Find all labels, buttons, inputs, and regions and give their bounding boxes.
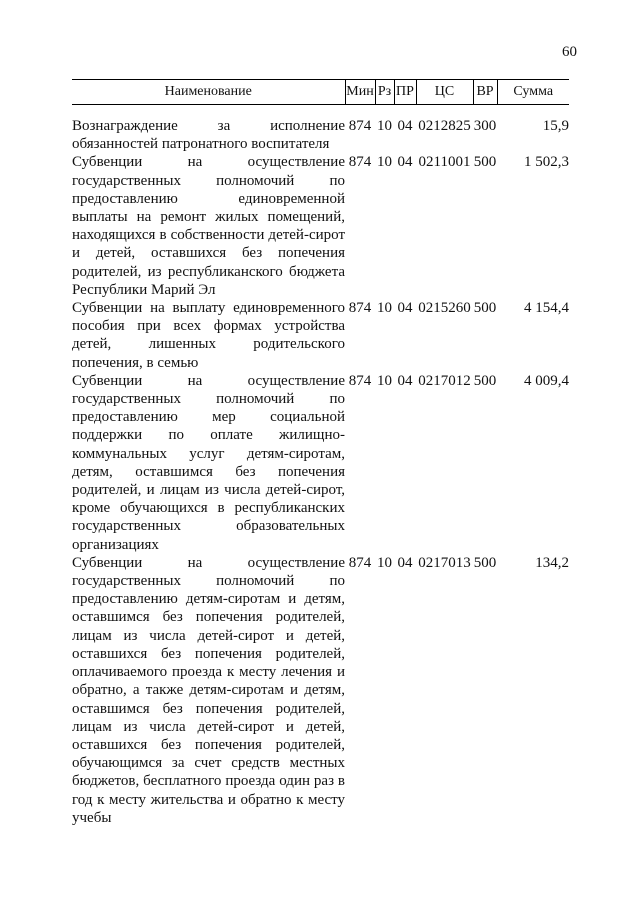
table-header-row	[72, 80, 569, 105]
row-name: Субвенции на осуществление государственных полномочий по предоставлению мер социальной поддержки по оплате жилищно-коммунальных услуг детям-сиротам, детям, оставшимся без попечения родителей, и лицам из числа детей-сирот, кроме обучающихся в республиканских государственных образовательных организациях	[72, 372, 345, 553]
header-name: Наименование	[72, 80, 345, 105]
row-cs: 0217012	[418, 372, 471, 389]
row-cs: 0217013	[418, 554, 471, 571]
row-vr: 500	[473, 554, 497, 571]
header-sum: Сумма	[497, 80, 569, 105]
row-name: Субвенции на выплату единовременного пособия при всех формах устройства детей, лишенных родительского попечения, в семью	[72, 300, 345, 371]
table-row	[72, 372, 569, 554]
row-vr: 500	[473, 154, 497, 171]
row-sum: 134,2	[535, 554, 569, 571]
page-number: 60	[562, 44, 577, 60]
row-pr: 04	[397, 554, 413, 571]
row-rz: 10	[377, 554, 392, 571]
row-min: 874	[348, 554, 372, 571]
row-cs: 0215260	[418, 300, 471, 317]
row-min: 874	[348, 372, 372, 389]
row-cs: 0211001	[418, 154, 471, 171]
row-rz: 10	[377, 118, 392, 134]
table-row	[72, 554, 569, 827]
row-rz: 10	[377, 300, 392, 317]
row-vr: 300	[473, 118, 497, 134]
budget-table	[72, 79, 569, 827]
row-rz: 10	[377, 372, 392, 389]
row-name: Субвенции на осуществление государственных полномочий по предоставлению единовременной выплаты на ремонт жилых помещений, находящихся в собственности детей-сирот и детей, оставшихся без попечения родителей, из республиканского бюджета Республики Марий Эл	[72, 154, 345, 298]
row-min: 874	[348, 154, 372, 171]
row-min: 874	[348, 118, 372, 134]
header-min: Мин	[345, 80, 375, 105]
row-pr: 04	[397, 300, 413, 317]
row-vr: 500	[473, 300, 497, 317]
row-sum: 4 009,4	[524, 372, 569, 389]
header-vr: ВР	[473, 80, 497, 105]
row-name: Субвенции на осуществление государственных полномочий по предоставлению детям-сиротам и детям, оставшимся без попечения родителей, лицам из числа детей-сирот и детей, оставшихся без попечения родителей, оплачиваемого проезда к месту лечения и обратно, а также детям-сиротам и детям, оставшимся без попечения родителей, лицам из числа детей-сирот и детей, оставшихся без попечения родителей, обучающимся за счет средств местных бюджетов, бесплатного проезда один раз в год к месту жительства и обратно к месту учебы	[72, 554, 345, 826]
row-pr: 04	[397, 372, 413, 389]
row-vr: 500	[473, 372, 497, 389]
row-pr: 04	[397, 154, 413, 171]
header-rz: Рз	[375, 80, 394, 105]
row-sum: 15,9	[542, 118, 569, 134]
table-row	[72, 299, 569, 372]
row-rz: 10	[377, 154, 392, 171]
row-sum: 4 154,4	[524, 300, 569, 317]
row-min: 874	[348, 300, 372, 317]
row-name: Вознаграждение за исполнение обязанностей патронатного воспитателя	[72, 118, 345, 153]
row-sum: 1 502,3	[524, 154, 569, 171]
table-row	[72, 153, 569, 299]
row-pr: 04	[397, 118, 413, 134]
header-cs: ЦС	[416, 80, 473, 105]
row-cs: 0212825	[418, 118, 471, 134]
table-row	[72, 117, 569, 153]
header-pr: ПР	[394, 80, 416, 105]
